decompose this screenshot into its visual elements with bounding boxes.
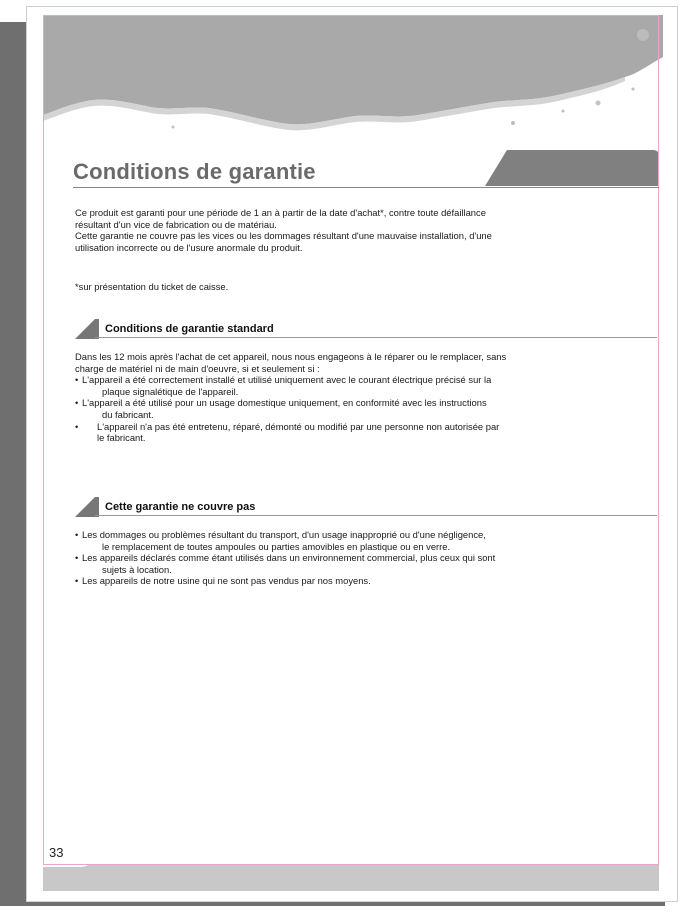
section-heading-standard [75, 319, 657, 339]
document-page [26, 6, 678, 902]
list-item-line: Les appareils de notre usine qui ne sont pas vendus par nos moyens. [82, 575, 371, 587]
list-item [75, 374, 641, 397]
list-item-line: plaque signalétique de l'appareil. [102, 385, 239, 397]
list-item-line: L'appareil a été utilisé pour un usage domestique uniquement, en conformité avec les instructions [82, 397, 487, 409]
standard-intro-line: Dans les 12 mois après l'achat de cet appareil, nous nous engageons à le réparer ou le remplacer, sans [75, 351, 507, 362]
footnote [75, 281, 641, 293]
standard-intro-line: charge de matériel ni de main d'oeuvre, si et seulement si : [75, 362, 320, 374]
intro-line: utilisation incorrecte ou de l'usure anormale du produit. [75, 241, 303, 253]
intro-line: résultant d'un vice de fabrication ou de matériau. [75, 218, 277, 230]
exclusions-list [75, 529, 641, 587]
section-rule [95, 515, 657, 516]
standard-conditions-list [75, 374, 641, 444]
standard-conditions [75, 351, 641, 444]
footnote-text: *sur présentation du ticket de caisse. [75, 281, 229, 292]
list-item-line: Les dommages ou problèmes résultant du transport, d'un usage inapproprié ou d'une négligence, [82, 529, 486, 540]
list-item [75, 397, 641, 420]
title-underline [73, 187, 659, 188]
list-item-line: Les appareils déclarés comme étant utilisés dans un environnement commercial, plus ceux qui sont [82, 552, 496, 564]
section-marker-icon [75, 497, 99, 517]
list-item-line: L'appareil n'a pas été entretenu, réparé, démonté ou modifié par une personne non autorisée par [97, 420, 500, 432]
section-heading-exclusions [75, 497, 657, 517]
section-marker-icon [75, 319, 99, 339]
list-item-line: L'appareil a été correctement installé et utilisé uniquement avec le courant électrique précisé sur la [82, 374, 492, 386]
intro-line: Ce produit est garanti pour une période de 1 an à partir de la date d'achat*, contre toute défaillance [75, 207, 486, 218]
title-tab-decoration [467, 150, 667, 186]
list-item-line: le remplacement de toutes ampoules ou parties amovibles en plastique ou en verre. [102, 540, 451, 552]
page-title: Conditions de garantie [73, 159, 316, 184]
list-item [75, 529, 641, 552]
header-ink-wave [43, 15, 663, 155]
intro-line: Cette garantie ne couvre pas les vices ou les dommages résultant d'une mauvaise installation, d'une [75, 230, 492, 242]
list-item [75, 575, 641, 587]
section-heading-label: Conditions de garantie standard [105, 323, 274, 335]
intro-text [75, 207, 641, 253]
exclusions [75, 529, 641, 587]
list-item [75, 421, 641, 444]
section-heading-label: Cette garantie ne couvre pas [105, 501, 256, 513]
list-item-line: le fabricant. [97, 432, 146, 444]
list-item-line: du fabricant. [102, 408, 154, 420]
page-number: 33 [49, 845, 64, 860]
footer-band [43, 865, 659, 891]
section-rule [95, 337, 657, 338]
list-item [75, 552, 641, 575]
list-item-line: sujets à location. [102, 563, 172, 575]
